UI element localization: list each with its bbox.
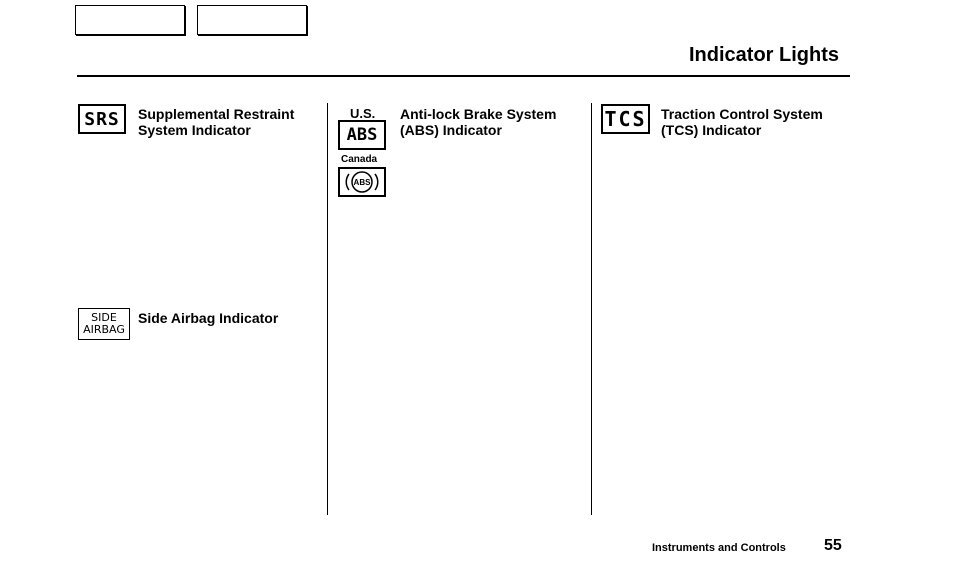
column-divider-1 — [327, 103, 328, 515]
side-airbag-icon-line1: SIDE — [91, 311, 117, 324]
title-divider — [77, 75, 850, 77]
abs-us-icon-text: ABS — [346, 125, 378, 145]
abs-canada-label: Canada — [341, 154, 378, 165]
tcs-icon — [601, 104, 650, 134]
next-page-button[interactable] — [197, 5, 307, 35]
srs-label-line1: Supplemental Restraint — [138, 106, 295, 122]
previous-page-button[interactable] — [75, 5, 185, 35]
abs-circle-symbol-icon — [345, 169, 379, 195]
abs-label-line2: (ABS) Indicator — [400, 122, 502, 138]
srs-label-line2: System Indicator — [138, 122, 251, 138]
srs-icon-text: SRS — [84, 108, 120, 130]
side-airbag-label: Side Airbag Indicator — [138, 310, 279, 326]
abs-us-icon — [338, 120, 386, 150]
page-title: Indicator Lights — [689, 44, 839, 66]
tcs-icon-text: TCS — [604, 107, 647, 131]
abs-label — [400, 106, 556, 138]
footer-section-title: Instruments and Controls — [652, 542, 786, 554]
side-airbag-icon-line2: AIRBAG — [83, 323, 125, 336]
side-airbag-icon — [78, 308, 130, 340]
tcs-label-line1: Traction Control System — [661, 106, 823, 122]
srs-label — [138, 106, 294, 138]
abs-us-label: U.S. — [350, 106, 376, 121]
abs-canada-icon — [338, 167, 386, 197]
srs-icon — [78, 104, 126, 134]
abs-canada-icon-text: ABS — [353, 178, 371, 187]
page-number: 55 — [824, 537, 842, 554]
abs-label-line1: Anti-lock Brake System — [400, 106, 557, 122]
tcs-label-line2: (TCS) Indicator — [661, 122, 762, 138]
column-divider-2 — [591, 103, 592, 515]
tcs-label — [661, 106, 823, 138]
